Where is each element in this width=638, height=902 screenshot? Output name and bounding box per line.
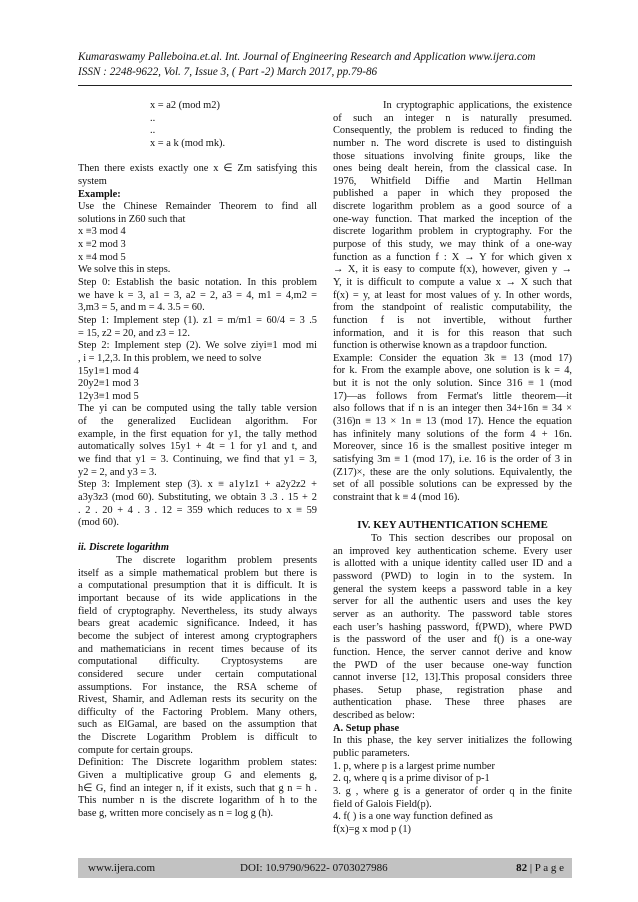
right-text-line: f(x) = y, at least for most values of y. In other words, <box>333 289 572 301</box>
left-text-line: a computational presumption that it is difficult. It is <box>78 580 317 592</box>
right-text-line: cannot inverse [12, 13].This proposal considers three <box>333 672 572 684</box>
left-text-line: and mathematicians in recent times because of its <box>78 643 317 655</box>
left-text-line: Example: <box>78 188 121 200</box>
header-issn-line: ISSN : 2248-9622, Vol. 7, Issue 3, ( Part -2) March 2017, pp.79-86 <box>78 65 378 78</box>
left-text-line: Step 0: Establish the basic notation. In this problem <box>78 277 317 289</box>
left-text-line: base g, written more concisely as n = log g (h). <box>78 807 274 819</box>
left-text-line: x ≡2 mod 3 <box>78 239 126 251</box>
right-text-line: set of all possible solutions can be expressed by the <box>333 479 572 491</box>
right-text-line: In cryptographic applications, the existence <box>383 100 572 111</box>
left-text-line: 12y3≡1 mod 5 <box>78 390 139 402</box>
right-text-line: In this phase, the key server initializes the following <box>333 735 572 747</box>
right-text-line: phases. Setup phase, registration phase and <box>333 684 572 696</box>
left-text-line: become the subject of interest among cryptographers <box>78 630 317 642</box>
right-text-line: of such an integer n is naturally presumed. <box>333 112 572 124</box>
left-text-line: Step 1: Implement step (1). z1 = m/m1 = 60/4 = 3 .5 <box>78 314 317 326</box>
right-text-line: ones being dealt herein, from the classical case. In <box>333 163 572 175</box>
right-text-line: constraint that k ≡ 4 (mod 16). <box>333 491 460 503</box>
right-text-line: To This section describes our proposal on <box>371 533 572 545</box>
right-text-line: is allotted with a unique identity called user ID and a <box>333 558 572 570</box>
left-text-line: we find that y1 = 3. Continuing, we find that y1 = 3, <box>78 454 317 465</box>
left-text-line: This number n is the discrete logarithm of h to the <box>78 795 317 807</box>
right-text-line: general the system keeps a password table in a key <box>333 583 572 595</box>
left-text-line: h∈ G, find an integer n, if it exists, such that g n = h . <box>78 782 317 794</box>
right-text-line: the PWD of the user because one-way function <box>333 659 572 671</box>
left-text-line: y2 = 2, and y3 = 3. <box>78 466 157 478</box>
left-text-line: Rivest, Shamir, and Adleman rests its security on the <box>78 694 317 706</box>
left-text-line: (mod 60). <box>78 517 119 529</box>
right-text-line: each user’s hashing password, f(PWD), where PWD <box>333 621 572 633</box>
right-text-line <box>333 505 572 518</box>
right-text-line: function is otherwise known as a trapdoor function. <box>333 340 548 352</box>
right-text-line: from the standpoint of realistic computability, the <box>333 302 572 314</box>
left-text-line: x ≡4 mod 5 <box>78 251 126 263</box>
left-text-line: difficulty of the Factoring Problem. Many others, <box>78 706 317 718</box>
left-text-line: Use the Chinese Remainder Theorem to find all <box>78 201 317 213</box>
left-text-line: field of cryptography. Nevertheless, its study always <box>78 605 317 617</box>
left-text-line: The discrete logarithm problem presents <box>116 555 317 567</box>
right-text-line: has infinitely many solutions of the form 4 + 16n. <box>333 428 572 440</box>
left-text-line: Step 3: Implement step (3). x ≡ a1y1z1 + a2y2z2 + <box>78 479 317 491</box>
left-text-line: Step 2: Implement step (2). We solve ziyi≡1 mod mi <box>78 340 317 352</box>
left-text-line: we have k = 3, a1 = 3, a2 = 2, a3 = 4, m1 = 4,m2 = <box>78 289 317 301</box>
right-text-line: for k. From the example above, one solution is k = 4, <box>333 365 572 377</box>
running-header <box>78 50 578 79</box>
right-text-line: Moreover, since 16 is the smallest positive integer m <box>333 441 572 453</box>
left-text-line: a3y3z3 (mod 60). Substituting, we obtain 3 .3 . 15 + 2 <box>78 491 317 503</box>
left-text-line: 15y1≡1 mod 4 <box>78 365 139 377</box>
right-text-line: f(x)=g x mod p (1) <box>333 823 412 835</box>
right-text-line: described as below: <box>333 710 415 722</box>
right-text-line: server as an authority. The password table stores <box>333 608 572 620</box>
left-text-line: The yi can be computed using the tally table version <box>78 403 317 415</box>
right-text-line: but it is not the only solution. Since 316 ≡ 1 (mod <box>333 378 572 390</box>
footer-website: www.ijera.com <box>88 862 156 874</box>
right-text-line: (Z17)×, these are the only solutions. Equivalently, the <box>333 466 572 478</box>
left-text-line: x = a k (mod mk). <box>150 137 226 149</box>
left-text-line <box>78 530 317 543</box>
left-text-line: important because of its wide applications in the <box>78 593 317 605</box>
right-text-line: one-way function. That marked the inception of the <box>333 213 572 225</box>
left-text-line: itself as a simple mathematical problem but there is <box>78 567 317 579</box>
left-text-line: of the generalized Euclidean algorithm. For <box>78 416 317 428</box>
left-text-line <box>78 151 317 164</box>
right-text-line: 1976, Whitfield Diffie and Martin Hellman <box>333 175 572 187</box>
left-text-line: = 15, z2 = 20, and z3 = 12. <box>78 327 190 339</box>
left-text-line: automatically solves 15y1 + 4t = 1 for y1 and t, and <box>78 441 317 453</box>
right-text-line: purpose of this study, we may think of a one-way <box>333 239 572 251</box>
left-text-line: Given a multiplicative group G and elements g, <box>78 770 317 782</box>
left-text-line: .. <box>150 125 156 137</box>
left-text-line: We solve this in steps. <box>78 264 171 276</box>
right-text-line: satisfying 3m ≡ 1 (mod 17), i.e. 16 is the order of 3 in <box>333 453 572 465</box>
right-text-line: discrete logarithm problem as a good source of a <box>333 201 572 213</box>
right-text-line: number n. The word discrete is used to distinguish <box>333 137 572 149</box>
right-text-line: published a paper in which they proposed the <box>333 188 572 200</box>
right-text-line: field of Galois Field(p). <box>333 798 432 810</box>
right-text-line: Consequently, the problem is reduced to finding the <box>333 125 572 137</box>
right-text-line: (316)n ≡ 13 × 1n ≡ 13 (mod 17). Hence the equation <box>333 416 572 428</box>
left-text-line: x ≡3 mod 4 <box>78 226 126 238</box>
right-text-line: → X, it is easy to compute f(x), however, given y → <box>333 264 572 276</box>
left-text-line: ii. Discrete logarithm <box>78 542 169 554</box>
right-text-line: authentication phase. These three phases are <box>333 697 572 709</box>
right-text-line: function f is not invertible, without further <box>333 314 572 326</box>
right-text-line: password (PWD) to login in to the system. In <box>333 571 572 583</box>
right-text-line: function. Hence, the server cannot derive and know <box>333 646 572 658</box>
right-text-line: 1. p, where p is a largest prime number <box>333 760 495 772</box>
left-text-line: x = a2 (mod m2) <box>150 100 220 111</box>
right-column <box>333 100 572 837</box>
left-text-line: example, in the first equation for y1, the tally method <box>78 428 317 440</box>
left-text-line: the Discrete Logarithm Problem is difficult to <box>78 732 317 744</box>
left-text-line: . 2 . 20 + 4 . 3 . 12 = 359 which reduces to x ≡ 59 <box>78 504 317 516</box>
footer-page-number <box>516 858 564 878</box>
right-text-line: those situations involving finite groups, like the <box>333 150 572 162</box>
right-text-line: function as a function f : X → Y for which given x <box>333 251 572 263</box>
left-text-line: bears great academic significance. Indeed, it has <box>78 618 317 630</box>
left-text-line: Definition: The Discrete logarithm problem states: <box>78 757 317 769</box>
right-text-line: Y, it is difficult to compute a value x → X such that <box>333 276 572 288</box>
left-text-line: .. <box>150 112 156 124</box>
left-text-line: solutions in Z60 such that <box>78 213 186 225</box>
right-text-line: an improved key authentication scheme. Every user <box>333 545 572 557</box>
page-footer <box>78 858 572 878</box>
right-text-line: A. Setup phase <box>333 722 400 734</box>
right-text-line: 3. g , where g is a generator of order q in the finite <box>333 785 572 797</box>
left-text-line: assumptions. For instance, the RSA scheme of <box>78 681 317 693</box>
right-text-line: IV. KEY AUTHENTICATION SCHEME <box>357 519 548 532</box>
right-text-line: public parameters. <box>333 748 410 760</box>
left-text-line: considered secure under certain computational <box>78 668 317 680</box>
right-text-line: also follows that if n is an integer then 34+16n ≡ 34 × <box>333 403 572 415</box>
left-text-line: 3,m3 = 5, and m = 4. 3.5 = 60. <box>78 302 205 314</box>
footer-doi: DOI: 10.9790/9622- 0703027986 <box>240 862 388 874</box>
header-journal-line: Kumaraswamy Palleboina.et.al. Int. Journal of Engineering Research and Application www.ijera.com <box>78 51 536 63</box>
page-label: | P a g e <box>527 862 564 874</box>
left-text-line: such as ElGamal, are based on the assumption that <box>78 719 317 731</box>
right-text-line: server for all the authentic users and uses the key <box>333 596 572 608</box>
left-column <box>78 100 317 821</box>
right-text-line: is the password of the user and f() is a one-way <box>333 634 572 646</box>
header-rule <box>78 85 572 86</box>
left-text-line: , i = 1,2,3. In this problem, we need to solve <box>78 352 262 364</box>
left-text-line: 20y2≡1 mod 3 <box>78 378 139 390</box>
left-text-line: Then there exists exactly one x ∈ Zm satisfying this <box>78 163 317 175</box>
left-text-line: system <box>78 175 107 187</box>
right-text-line: information, and it is for this reason that such <box>333 327 572 339</box>
right-text-line: Example: Consider the equation 3k ≡ 13 (mod 17) <box>333 352 572 364</box>
right-text-line: 2. q, where q is a prime divisor of p-1 <box>333 773 490 785</box>
right-text-line: 17)—as follows from Fermat's little theorem—it <box>333 390 572 402</box>
left-text-line: compute for certain groups. <box>78 744 193 756</box>
right-text-line: discrete logarithm problem in cryptography. For the <box>333 226 572 238</box>
page-number: 82 <box>516 862 528 874</box>
right-text-line: 4. f( ) is a one way function defined as <box>333 811 493 823</box>
left-text-line: computational difficulty. Cryptosystems are <box>78 656 317 668</box>
